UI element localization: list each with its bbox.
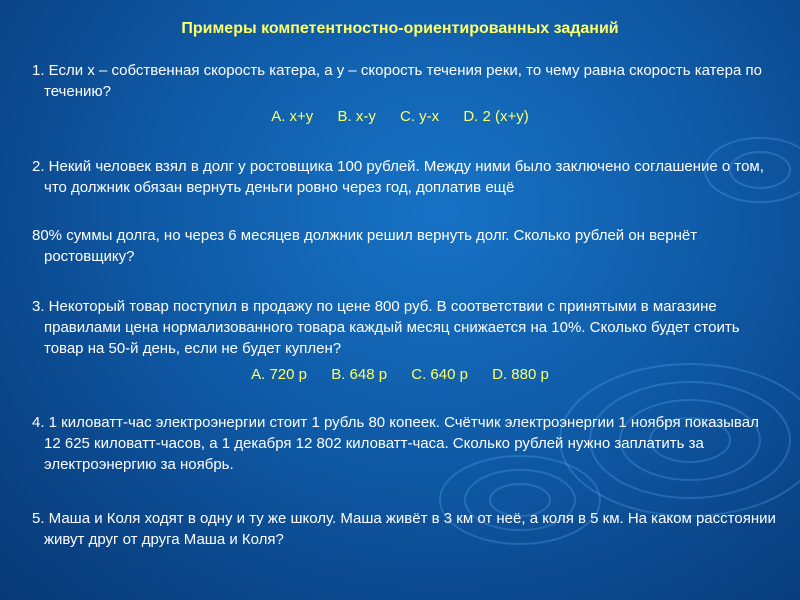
task-1-option-b: В. х-у — [337, 108, 376, 125]
task-2-text-a: 2. Некий человек взял в долг у ростовщика 100 рублей. Между ними было заключено соглашение о том, что должник обязан вернуть деньги ровно через год, доплатив ещё — [32, 158, 764, 196]
task-1-options — [0, 106, 800, 127]
task-3-option-c: С. 640 р — [411, 366, 468, 383]
task-3-text: 3. Некоторый товар поступил в продажу по цене 800 руб. В соответствии с принятыми в магазине правилами цена нормализованного товара каждый месяц снижается на 10%. Сколько будет стоить товар на 50-й день, если не будет куплен? — [32, 298, 740, 357]
page-title: Примеры компетентностно-ориентированных заданий — [181, 20, 619, 37]
task-2-text-b: 80% суммы долга, но через 6 месяцев должник решил вернуть долг. Сколько рублей он вернёт ростовщику? — [32, 227, 698, 265]
task-1-option-c: С. у-х — [400, 108, 440, 125]
task-3-option-b: В. 648 р — [331, 366, 388, 383]
task-1-option-d: D. 2 (х+у) — [463, 108, 529, 125]
task-3-options — [0, 364, 800, 385]
task-5-text: 5. Маша и Коля ходят в одну и ту же школу. Маша живёт в 3 км от неё, а коля в 5 км. На каком расстоянии живут друг от друга Маша и Коля? — [32, 510, 776, 548]
task-1-text: 1. Если х – собственная скорость катера, а у – скорость течения реки, то чему равна скорость катера по течению? — [32, 62, 762, 100]
task-4-text: 4. 1 киловатт-час электроэнергии стоит 1 рубль 80 копеек. Счётчик электроэнергии 1 ноября показывал 12 625 киловатт-часов, а 1 декабря 12 802 киловатт-часа. Сколько рублей нужно заплатить за электроэнергию за ноябрь. — [32, 414, 759, 473]
task-3-option-a: А. 720 р — [251, 366, 308, 383]
task-3-option-d: D. 880 р — [492, 366, 549, 383]
task-1-option-a: А. х+у — [271, 108, 314, 125]
